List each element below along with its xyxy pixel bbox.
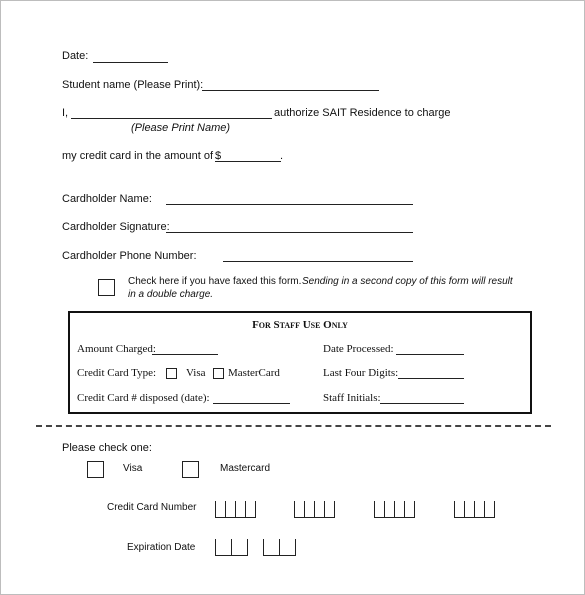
last-four-field[interactable] xyxy=(398,378,464,379)
digit-cell[interactable] xyxy=(454,501,464,518)
staff-mastercard-label: MasterCard xyxy=(228,367,280,379)
date-field[interactable] xyxy=(93,62,168,63)
card-number-group-3[interactable] xyxy=(374,501,415,517)
fax-check-text: Check here if you have faxed this form. xyxy=(128,276,302,287)
digit-cell[interactable] xyxy=(279,539,296,556)
staff-initials-label: Staff Initials: xyxy=(323,392,381,404)
i-label: I, xyxy=(62,107,69,119)
date-label: Date: xyxy=(62,50,89,62)
cardholder-phone-field[interactable] xyxy=(223,261,413,262)
digit-cell[interactable] xyxy=(384,501,394,518)
digit-cell[interactable] xyxy=(215,539,231,556)
dollar-sign: $ xyxy=(215,150,222,162)
staff-use-box xyxy=(68,311,532,414)
visa-checkbox[interactable] xyxy=(87,461,104,478)
digit-cell[interactable] xyxy=(404,501,415,518)
card-number-label: Credit Card Number xyxy=(107,502,197,513)
mastercard-label: Mastercard xyxy=(220,463,271,474)
please-check-label: Please check one: xyxy=(62,442,152,454)
print-name-hint: (Please Print Name) xyxy=(131,122,231,134)
student-name-label: Student name (Please Print): xyxy=(62,79,204,91)
staff-box-title: For Staff Use Only xyxy=(252,319,348,331)
digit-cell[interactable] xyxy=(474,501,484,518)
staff-visa-label: Visa xyxy=(186,367,206,379)
card-number-group-4[interactable] xyxy=(454,501,495,517)
amount-field[interactable] xyxy=(215,161,281,162)
card-number-group-2[interactable] xyxy=(294,501,335,517)
digit-cell[interactable] xyxy=(324,501,335,518)
authorizer-name-field[interactable] xyxy=(71,118,272,119)
digit-cell[interactable] xyxy=(484,501,495,518)
amount-charged-field[interactable] xyxy=(152,354,218,355)
digit-cell[interactable] xyxy=(231,539,248,556)
digit-cell[interactable] xyxy=(215,501,225,518)
visa-label: Visa xyxy=(123,463,143,474)
staff-initials-field[interactable] xyxy=(380,403,464,404)
disposed-label: Credit Card # disposed (date): xyxy=(77,392,210,404)
expiration-year-group[interactable] xyxy=(263,539,296,555)
amount-charged-label: Amount Charged: xyxy=(77,343,156,355)
digit-cell[interactable] xyxy=(314,501,324,518)
credit-card-type-label: Credit Card Type: xyxy=(77,367,157,379)
expiration-label: Expiration Date xyxy=(127,542,196,553)
cardholder-name-field[interactable] xyxy=(166,204,413,205)
digit-cell[interactable] xyxy=(235,501,245,518)
digit-cell[interactable] xyxy=(245,501,256,518)
digit-cell[interactable] xyxy=(304,501,314,518)
cardholder-signature-label: Cardholder Signature: xyxy=(62,221,170,233)
digit-cell[interactable] xyxy=(294,501,304,518)
staff-mastercard-checkbox[interactable] xyxy=(213,368,224,379)
cardholder-name-label: Cardholder Name: xyxy=(62,193,152,205)
digit-cell[interactable] xyxy=(464,501,474,518)
amount-period: . xyxy=(280,150,284,162)
digit-cell[interactable] xyxy=(394,501,404,518)
card-number-group-1[interactable] xyxy=(215,501,256,517)
fax-note-line1: Sending in a second copy of this form will result xyxy=(302,276,513,287)
date-processed-label: Date Processed: xyxy=(323,343,394,355)
fax-note-line2: in a double charge. xyxy=(128,289,214,300)
student-name-field[interactable] xyxy=(202,90,379,91)
staff-visa-checkbox[interactable] xyxy=(166,368,177,379)
fax-checkbox[interactable] xyxy=(98,279,115,296)
digit-cell[interactable] xyxy=(263,539,279,556)
cardholder-signature-field[interactable] xyxy=(166,232,413,233)
mastercard-checkbox[interactable] xyxy=(182,461,199,478)
digit-cell[interactable] xyxy=(225,501,235,518)
digit-cell[interactable] xyxy=(374,501,384,518)
amount-text: my credit card in the amount of xyxy=(62,150,214,162)
date-processed-field[interactable] xyxy=(396,354,464,355)
cut-line xyxy=(36,425,551,427)
disposed-date-field[interactable] xyxy=(213,403,290,404)
expiration-month-group[interactable] xyxy=(215,539,248,555)
last-four-label: Last Four Digits: xyxy=(323,367,399,379)
cardholder-phone-label: Cardholder Phone Number: xyxy=(62,250,197,262)
authorize-text: authorize SAIT Residence to charge xyxy=(274,107,451,119)
